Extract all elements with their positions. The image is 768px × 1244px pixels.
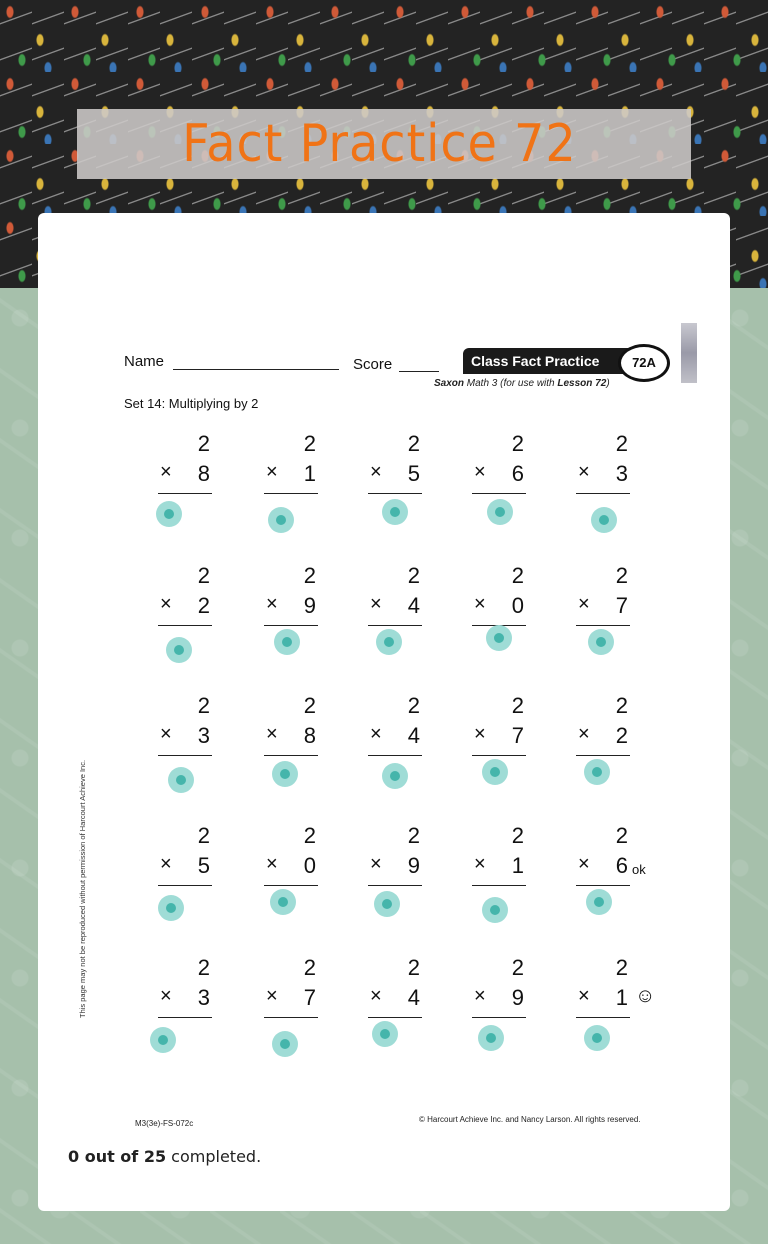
- multiplicand: 2: [407, 693, 420, 718]
- answer-rule: [576, 1017, 630, 1018]
- multiplicand: 2: [615, 693, 628, 718]
- answer-rule: [264, 1017, 318, 1018]
- multiplier: 0: [303, 853, 316, 878]
- multiplier-line: [264, 461, 316, 487]
- multiplicand: 2: [511, 693, 524, 718]
- times-icon: ×: [474, 593, 486, 615]
- multiplicand: 2: [303, 693, 316, 718]
- answer-rule: [576, 493, 630, 494]
- badge-title: Class Fact Practice: [463, 348, 633, 374]
- multiplicand: 2: [303, 431, 316, 456]
- times-icon: ×: [266, 461, 278, 483]
- multiplier: 7: [511, 723, 524, 748]
- saxon-publisher: Saxon: [434, 378, 465, 389]
- problem-item: [158, 431, 218, 521]
- times-icon: ×: [474, 985, 486, 1007]
- answer-hotspot[interactable]: [274, 629, 300, 655]
- problem-item: [472, 693, 532, 783]
- multiplier: 9: [511, 985, 524, 1010]
- problem-item: [576, 563, 636, 653]
- answer-rule: [472, 755, 526, 756]
- times-icon: ×: [474, 853, 486, 875]
- multiplier-line: [368, 461, 420, 487]
- answer-hotspot[interactable]: [372, 1021, 398, 1047]
- multiplier: 3: [197, 985, 210, 1010]
- multiplier-line: [576, 593, 628, 619]
- multiplicand: 2: [197, 563, 210, 588]
- answer-hotspot[interactable]: [374, 891, 400, 917]
- page-tab-mark: [681, 323, 697, 383]
- times-icon: ×: [474, 723, 486, 745]
- multiplier: 1: [615, 985, 628, 1010]
- multiplier: 5: [407, 461, 420, 486]
- multiplier: 4: [407, 985, 420, 1010]
- answer-rule: [158, 625, 212, 626]
- saxon-middle: Math 3 (for use with: [464, 378, 558, 389]
- problem-item: [158, 563, 218, 653]
- answer-hotspot[interactable]: [158, 895, 184, 921]
- answer-hotspot[interactable]: [482, 759, 508, 785]
- badge-code: 72A: [618, 344, 670, 382]
- times-icon: ×: [266, 985, 278, 1007]
- footer-code: M3(3e)-FS-072c: [135, 1119, 194, 1128]
- worksheet-image: [38, 213, 730, 1143]
- multiplier-line: [264, 723, 316, 749]
- copyright-side-note: This page may not be reproduced without permission of Harcourt Achieve Inc.: [78, 759, 87, 1018]
- multiplicand: 2: [615, 563, 628, 588]
- multiplier-line: [368, 853, 420, 879]
- multiplier: 2: [197, 593, 210, 618]
- multiplier: 1: [303, 461, 316, 486]
- answer-hotspot[interactable]: [586, 889, 612, 915]
- answer-rule: [368, 493, 422, 494]
- problem-item: [158, 955, 218, 1045]
- answer-rule: [576, 885, 630, 886]
- multiplicand: 2: [407, 431, 420, 456]
- times-icon: ×: [160, 461, 172, 483]
- answer-hotspot[interactable]: [382, 763, 408, 789]
- answer-rule: [368, 625, 422, 626]
- answer-rule: [472, 885, 526, 886]
- multiplicand: 2: [407, 955, 420, 980]
- answer-hotspot[interactable]: [272, 1031, 298, 1057]
- problem-item: [368, 693, 428, 783]
- multiplier-line: [158, 461, 210, 487]
- completion-status: [68, 1147, 261, 1166]
- multiplier-line: [368, 985, 420, 1011]
- multiplicand: 2: [197, 823, 210, 848]
- multiplier: 4: [407, 593, 420, 618]
- smiley-icon: ☺: [635, 985, 656, 1007]
- footer-copyright: © Harcourt Achieve Inc. and Nancy Larson. All rights reserved.: [419, 1115, 641, 1124]
- multiplier: 4: [407, 723, 420, 748]
- multiplicand: 2: [197, 693, 210, 718]
- answer-rule: [158, 885, 212, 886]
- problem-item: [472, 431, 532, 521]
- multiplier-line: [264, 985, 316, 1011]
- times-icon: ×: [578, 593, 590, 615]
- times-icon: ×: [266, 593, 278, 615]
- answer-hotspot[interactable]: [588, 629, 614, 655]
- multiplicand: 2: [511, 431, 524, 456]
- problem-item: [472, 955, 532, 1045]
- multiplier-line: [576, 985, 628, 1011]
- score-label: Score: [353, 356, 393, 373]
- multiplicand: 2: [303, 955, 316, 980]
- times-icon: ×: [266, 723, 278, 745]
- multiplier-line: [368, 593, 420, 619]
- multiplier-line: [576, 723, 628, 749]
- multiplier: 0: [511, 593, 524, 618]
- multiplier: 3: [615, 461, 628, 486]
- multiplier: 9: [407, 853, 420, 878]
- problem-item: [264, 563, 324, 653]
- problem-item: [264, 431, 324, 521]
- multiplier-line: [264, 853, 316, 879]
- multiplier-line: [158, 723, 210, 749]
- answer-rule: [158, 755, 212, 756]
- answer-rule: [158, 493, 212, 494]
- problem-item: [158, 693, 218, 783]
- times-icon: ×: [474, 461, 486, 483]
- answer-rule: [368, 1017, 422, 1018]
- times-icon: ×: [578, 461, 590, 483]
- problem-item: [576, 955, 636, 1045]
- times-icon: ×: [160, 985, 172, 1007]
- multiplier: 3: [197, 723, 210, 748]
- multiplier: 8: [303, 723, 316, 748]
- problem-item: [368, 955, 428, 1045]
- set-label: Set 14: Multiplying by 2: [124, 396, 259, 411]
- multiplier-line: [368, 723, 420, 749]
- multiplier-line: [472, 985, 524, 1011]
- answer-hotspot[interactable]: [584, 1025, 610, 1051]
- answer-rule: [576, 755, 630, 756]
- multiplier-line: [576, 461, 628, 487]
- multiplicand: 2: [511, 823, 524, 848]
- title-banner: [77, 109, 691, 179]
- annotation-ok: ok: [632, 862, 646, 877]
- multiplier-line: [576, 853, 628, 879]
- times-icon: ×: [370, 723, 382, 745]
- times-icon: ×: [160, 593, 172, 615]
- answer-rule: [472, 493, 526, 494]
- times-icon: ×: [370, 853, 382, 875]
- multiplier-line: [158, 593, 210, 619]
- answer-hotspot[interactable]: [591, 507, 617, 533]
- answer-rule: [368, 755, 422, 756]
- answer-hotspot[interactable]: [272, 761, 298, 787]
- multiplicand: 2: [407, 563, 420, 588]
- answer-rule: [264, 625, 318, 626]
- answer-hotspot[interactable]: [270, 889, 296, 915]
- answer-rule: [264, 885, 318, 886]
- answer-rule: [158, 1017, 212, 1018]
- times-icon: ×: [160, 853, 172, 875]
- multiplier: 5: [197, 853, 210, 878]
- completion-count: 0 out of 25: [68, 1147, 167, 1166]
- multiplier: 2: [615, 723, 628, 748]
- multiplicand: 2: [615, 955, 628, 980]
- multiplier-line: [264, 593, 316, 619]
- worksheet-card: [38, 213, 730, 1211]
- name-label: Name: [124, 353, 165, 370]
- multiplicand: 2: [303, 563, 316, 588]
- multiplicand: 2: [615, 431, 628, 456]
- multiplier: 8: [197, 461, 210, 486]
- problem-item: [368, 563, 428, 653]
- problem-item: [264, 955, 324, 1045]
- multiplicand: 2: [511, 563, 524, 588]
- multiplicand: 2: [197, 431, 210, 456]
- class-fact-practice-badge: [463, 347, 663, 377]
- saxon-subtitle: [434, 378, 610, 389]
- answer-rule: [368, 885, 422, 886]
- problem-item: [472, 823, 532, 913]
- multiplier: 7: [303, 985, 316, 1010]
- answer-hotspot[interactable]: [382, 499, 408, 525]
- multiplier: 6: [511, 461, 524, 486]
- times-icon: ×: [370, 593, 382, 615]
- problem-item: [472, 563, 532, 653]
- page-title: Fact Practice 72: [181, 114, 577, 174]
- multiplier: 9: [303, 593, 316, 618]
- multiplier-line: [158, 985, 210, 1011]
- problem-item: [368, 431, 428, 521]
- times-icon: ×: [160, 723, 172, 745]
- answer-rule: [576, 625, 630, 626]
- answer-hotspot[interactable]: [150, 1027, 176, 1053]
- answer-hotspot[interactable]: [486, 625, 512, 651]
- score-line: [399, 371, 439, 372]
- answer-hotspot[interactable]: [478, 1025, 504, 1051]
- answer-hotspot[interactable]: [482, 897, 508, 923]
- problem-item: [368, 823, 428, 913]
- problem-item: [576, 431, 636, 521]
- answer-hotspot[interactable]: [487, 499, 513, 525]
- problem-item: [264, 823, 324, 913]
- answer-hotspot[interactable]: [584, 759, 610, 785]
- answer-hotspot[interactable]: [268, 507, 294, 533]
- multiplicand: 2: [511, 955, 524, 980]
- answer-hotspot[interactable]: [168, 767, 194, 793]
- times-icon: ×: [370, 461, 382, 483]
- problem-item: [576, 693, 636, 783]
- times-icon: ×: [578, 985, 590, 1007]
- times-icon: ×: [266, 853, 278, 875]
- multiplicand: 2: [615, 823, 628, 848]
- problem-item: [576, 823, 636, 913]
- multiplicand: 2: [197, 955, 210, 980]
- multiplier-line: [472, 723, 524, 749]
- answer-rule: [264, 493, 318, 494]
- multiplier-line: [158, 853, 210, 879]
- problem-item: [264, 693, 324, 783]
- answer-hotspot[interactable]: [156, 501, 182, 527]
- answer-hotspot[interactable]: [166, 637, 192, 663]
- times-icon: ×: [370, 985, 382, 1007]
- name-line: [173, 369, 339, 370]
- multiplier: 7: [615, 593, 628, 618]
- saxon-end: ): [606, 378, 610, 389]
- completion-suffix: completed.: [166, 1147, 262, 1166]
- answer-hotspot[interactable]: [376, 629, 402, 655]
- multiplier: 6: [615, 853, 628, 878]
- problem-item: [158, 823, 218, 913]
- times-icon: ×: [578, 853, 590, 875]
- answer-rule: [472, 1017, 526, 1018]
- times-icon: ×: [578, 723, 590, 745]
- multiplicand: 2: [407, 823, 420, 848]
- multiplier-line: [472, 461, 524, 487]
- multiplicand: 2: [303, 823, 316, 848]
- multiplier-line: [472, 853, 524, 879]
- multiplier: 1: [511, 853, 524, 878]
- multiplier-line: [472, 593, 524, 619]
- answer-rule: [264, 755, 318, 756]
- saxon-lesson: Lesson 72: [557, 378, 607, 389]
